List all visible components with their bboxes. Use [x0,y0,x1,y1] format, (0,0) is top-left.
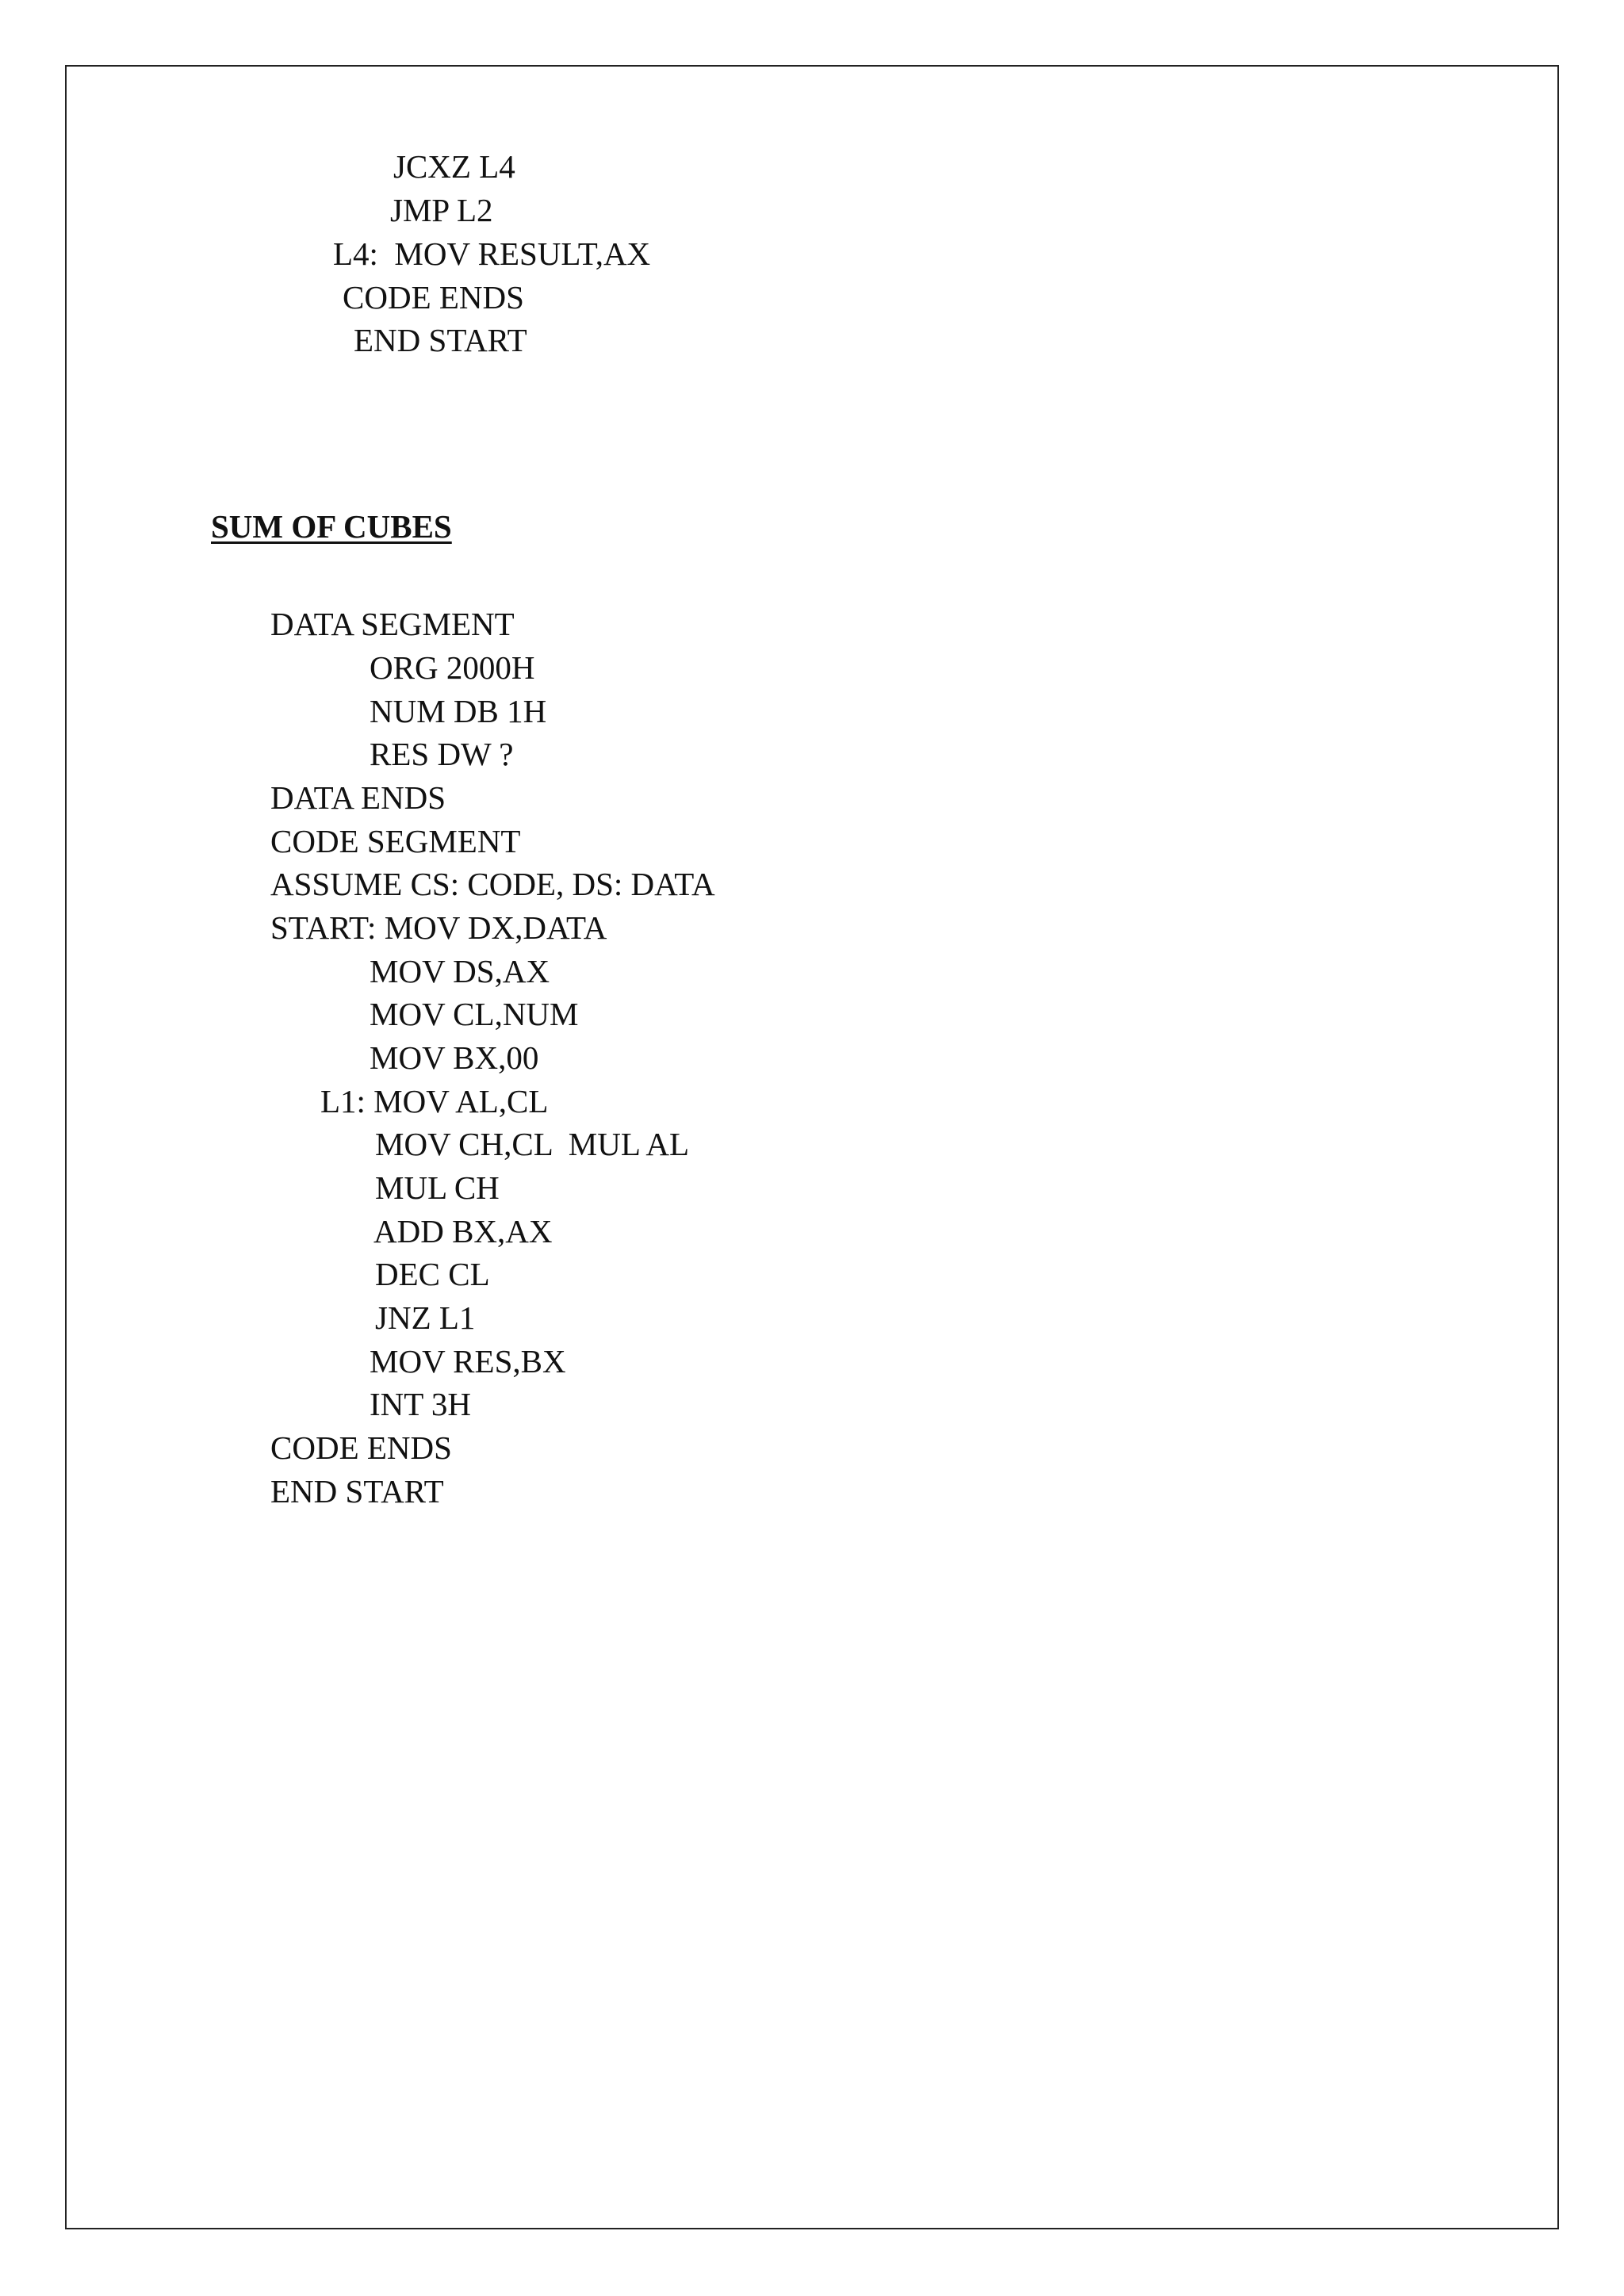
code-line: JCXZ L4 [393,148,515,185]
section-title: SUM OF CUBES [211,508,452,545]
code-line: JMP L2 [390,192,493,228]
code-line: L4: MOV RESULT,AX [333,235,651,272]
code-line: INT 3H [370,1386,471,1422]
code-line: RES DW ? [370,736,514,772]
code-line: L1: MOV AL,CL [320,1083,549,1119]
code-line: MOV CH,CL MUL AL [375,1126,689,1162]
code-line: CODE SEGMENT [270,823,521,859]
code-line: MOV RES,BX [370,1343,566,1380]
code-line: MOV CL,NUM [370,996,579,1032]
code-line: ASSUME CS: CODE, DS: DATA [270,866,715,902]
code-line: ADD BX,AX [373,1213,553,1249]
code-line: CODE ENDS [270,1429,452,1466]
code-line: NUM DB 1H [370,693,547,729]
code-line: MUL CH [375,1169,500,1206]
code-line: DEC CL [375,1256,490,1292]
page-border [65,65,1559,2229]
code-line: MOV BX,00 [370,1039,539,1076]
code-line: MOV DS,AX [370,953,550,989]
code-line: DATA ENDS [270,779,446,816]
code-line: DATA SEGMENT [270,606,515,642]
code-line: START: MOV DX,DATA [270,909,607,946]
code-line: CODE ENDS [343,279,524,316]
code-line: JNZ L1 [375,1299,476,1336]
code-line: ORG 2000H [370,649,535,686]
code-line: END START [270,1473,444,1510]
code-line: END START [354,322,527,358]
